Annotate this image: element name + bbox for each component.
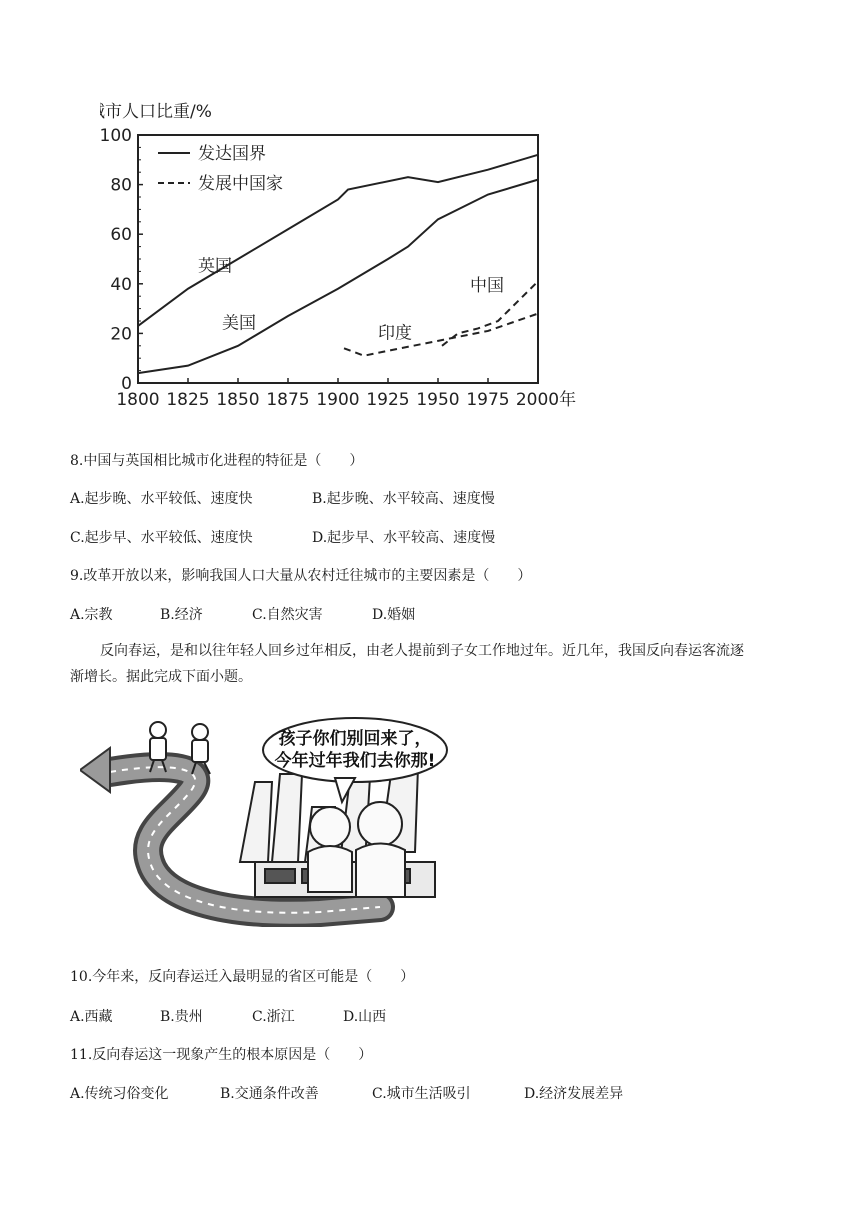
y-tick-label: 0 [121, 374, 132, 394]
series-label-印度: 印度 [378, 323, 412, 344]
question-11-stem: 11.反向春运这一现象产生的根本原因是（ ） [70, 1047, 373, 1063]
question-10-option-c[interactable]: C.浙江 [252, 1009, 295, 1025]
question-8-option-a[interactable]: A.起步晚、水平较低、速度快 [70, 491, 253, 507]
y-tick-label: 60 [110, 225, 132, 246]
question-11-option-d[interactable]: D.经济发展差异 [524, 1086, 624, 1102]
legend-developing-label: 发展中国家 [198, 174, 283, 194]
reverse-spring-travel-cartoon [80, 712, 450, 927]
passage-line-2: 渐增长。据此完成下面小题。 [70, 669, 252, 685]
x-tick-label: 1850 [216, 390, 260, 410]
chart-svg [100, 95, 600, 425]
y-tick-label: 100 [100, 126, 132, 146]
series-label-英国: 英国 [198, 256, 232, 277]
x-tick-label: 1825 [166, 390, 210, 410]
legend-developed-label: 发达国界 [198, 144, 266, 164]
series-label-美国: 美国 [222, 313, 256, 334]
speech-bubble [263, 718, 447, 782]
question-11-option-a[interactable]: A.传统习俗变化 [70, 1086, 169, 1102]
y-tick-label: 80 [110, 175, 132, 196]
y-axis-label: 城市人口比重/% [100, 102, 212, 122]
speech-bubble-line-2: 今年过年我们去你那! [274, 751, 436, 771]
x-tick-label: 1875 [266, 390, 310, 410]
question-9-stem: 9.改革开放以来，影响我国人口大量从农村迁往城市的主要因素是（ ） [70, 568, 532, 584]
question-8-option-d[interactable]: D.起步早、水平较高、速度慢 [312, 530, 496, 546]
x-tick-label: 1950 [416, 390, 460, 410]
x-tick-label: 1975 [466, 390, 510, 410]
question-8-stem: 8.中国与英国相比城市化进程的特征是（ ） [70, 453, 364, 469]
urbanization-chart [100, 95, 600, 425]
cartoon-illustration [80, 712, 450, 927]
passage-line-1: 反向春运，是和以往年轻人回乡过年相反，由老人提前到子女工作地过年。近几年，我国反向春运客流逐 [100, 643, 744, 659]
x-tick-label: 2000年 [515, 390, 577, 410]
question-9-option-c[interactable]: C.自然灾害 [252, 607, 323, 623]
y-tick-label: 20 [110, 324, 132, 345]
question-11-option-c[interactable]: C.城市生活吸引 [372, 1086, 471, 1102]
question-9-option-d[interactable]: D.婚姻 [372, 607, 416, 623]
question-8-option-b[interactable]: B.起步晚、水平较高、速度慢 [312, 491, 495, 507]
question-9-option-b[interactable]: B.经济 [160, 607, 203, 623]
road-arrow-head [80, 748, 110, 792]
question-10-stem: 10.今年来，反向春运迁入最明显的省区可能是（ ） [70, 969, 415, 985]
question-11-option-b[interactable]: B.交通条件改善 [220, 1086, 319, 1102]
y-tick-label: 40 [110, 274, 132, 295]
x-tick-label: 1800 [116, 390, 160, 410]
question-10-option-b[interactable]: B.贵州 [160, 1009, 203, 1025]
question-10-option-d[interactable]: D.山西 [343, 1009, 387, 1025]
question-9-option-a[interactable]: A.宗教 [70, 607, 113, 623]
question-8-option-c[interactable]: C.起步早、水平较低、速度快 [70, 530, 253, 546]
x-tick-label: 1900 [316, 390, 360, 410]
speech-bubble-line-1: 孩子你们别回来了， [278, 729, 432, 749]
x-tick-label: 1925 [366, 390, 410, 410]
question-10-option-a[interactable]: A.西藏 [70, 1009, 113, 1025]
series-label-中国: 中国 [470, 276, 504, 297]
series-line-印度 [344, 314, 538, 356]
